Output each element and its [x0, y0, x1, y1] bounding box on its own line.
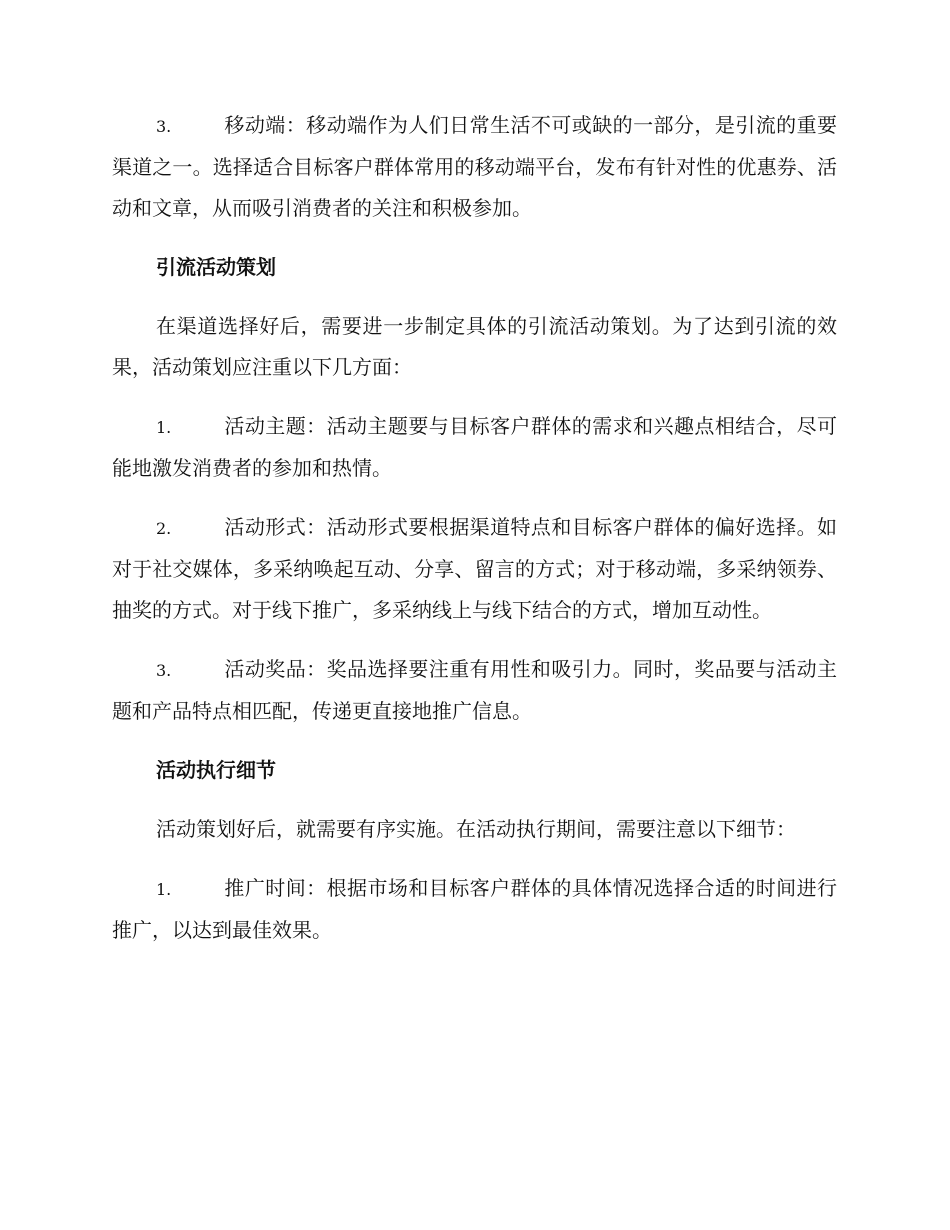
list-number: 3. — [156, 661, 172, 680]
list-item — [112, 507, 837, 631]
list-number: 2. — [156, 519, 172, 538]
list-text: 活动主题：活动主题要与目标客户群体的需求和兴趣点相结合，尽可能地激发消费者的参加和热情。 — [112, 414, 837, 480]
list-text: 活动形式：活动形式要根据渠道特点和目标客户群体的偏好选择。如对于社交媒体，多采纳唤起互动、分享、留言的方式；对于移动端，多采纳领券、抽奖的方式。对于线下推广，多采纳线上与线下结合的方式，增加互动性。 — [112, 515, 837, 622]
list-item — [112, 105, 837, 229]
document-page — [112, 105, 837, 969]
list-number: 1. — [156, 880, 172, 899]
section-heading-activity-planning: 引流活动策划 — [156, 255, 276, 279]
list-item — [112, 868, 837, 951]
list-item — [112, 649, 837, 732]
list-text: 推广时间：根据市场和目标客户群体的具体情况选择合适的时间进行推广，以达到最佳效果。 — [112, 876, 837, 942]
section-heading-execution-details: 活动执行细节 — [156, 758, 276, 782]
paragraph: 活动策划好后，就需要有序实施。在活动执行期间，需要注意以下细节： — [156, 817, 796, 841]
list-text: 移动端：移动端作为人们日常生活不可或缺的一部分，是引流的重要渠道之一。选择适合目标客户群体常用的移动端平台，发布有针对性的优惠券、活动和文章，从而吸引消费者的关注和积极参加。 — [112, 113, 837, 220]
paragraph: 在渠道选择好后，需要进一步制定具体的引流活动策划。为了达到引流的效果，活动策划应注重以下几方面： — [112, 314, 837, 379]
list-item — [112, 406, 837, 489]
list-number: 3. — [156, 117, 172, 136]
list-text: 活动奖品：奖品选择要注重有用性和吸引力。同时，奖品要与活动主题和产品特点相匹配，传递更直接地推广信息。 — [112, 657, 837, 723]
list-number: 1. — [156, 418, 172, 437]
